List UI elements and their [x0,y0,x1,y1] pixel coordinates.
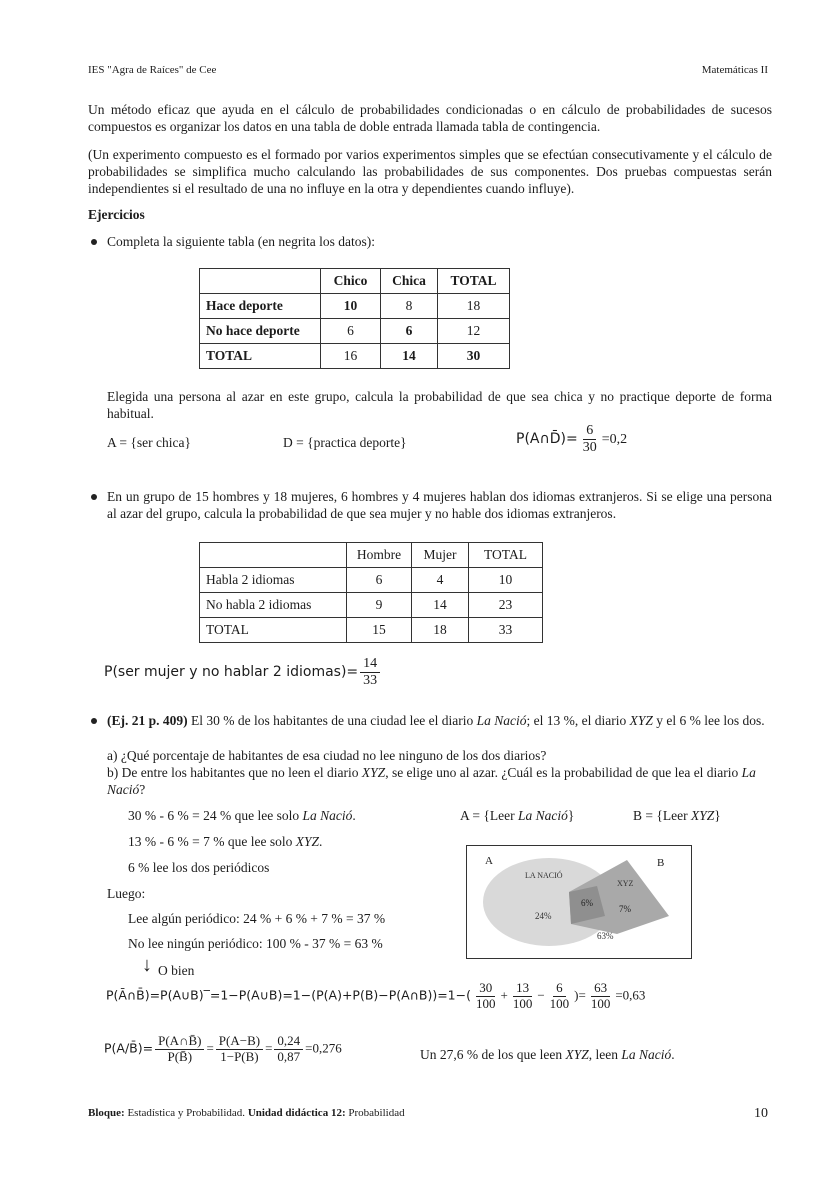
bullet-icon [91,239,97,245]
ex3-line-3: 6 % lee los dos periódicos [128,860,270,875]
ex3-formula-1: P(Ā∩B̄)=P(A∪B)‾=1−P(A∪B)=1−(P(A)+P(B)−P(A∩B))=1−( $\frac{30}{100}$ + $\frac{13}{100}$ − $\frac{6}{100}$ )= $\frac{63}{100}$ =0,63 [106,980,646,1011]
ex1-event-d: D = {practica deporte} [283,435,407,450]
venn-label-a: A [485,855,493,867]
intro-paragraph-1: Un método eficaz que ayuda en el cálculo de probabilidades condicionadas o en cálculo de probabilidades de sucesos compuestos es organizar los datos en una tabla de doble entrada llamada tabla de contingencia. [88,102,772,134]
table-header: Hombre [347,543,412,568]
venn-circle-b-label: XYZ [617,879,634,888]
ex1-statement: Completa la siguiente tabla (en negrita los datos): [107,234,376,249]
ex1-question: Elegida una persona al azar en este grupo, calcula la probabilidad de que sea chica y no practique deporte de forma habitual. [107,389,772,421]
venn-diagram [466,845,692,959]
bullet-icon [91,718,97,724]
venn-both: 6% [581,898,593,908]
header-right: Matemáticas II [701,64,768,76]
table-cell: 30 [438,344,510,369]
table-cell: 18 [412,618,469,643]
ex3-line-4: Lee algún periódico: 24 % + 6 % + 7 % = 37 % [128,911,386,926]
ex3-line-5: No lee ningún periódico: 100 % - 37 % = 63 % [128,936,383,951]
ex2-answer: P(ser mujer y no hablar 2 idiomas)= $\frac{14}{33}$ [104,656,382,689]
table-row-label: Habla 2 idiomas [200,568,347,593]
ex1-table [199,268,510,369]
table-row-label: No hace deporte [200,319,321,344]
table-cell: 8 [381,294,438,319]
table-row-label: TOTAL [200,344,321,369]
table-cell: 9 [347,593,412,618]
table-header: TOTAL [469,543,543,568]
venn-only-b: 7% [619,904,631,914]
table-cell: 15 [347,618,412,643]
table-row-label: No habla 2 idiomas [200,593,347,618]
ex3-formula-2: P(A/B̄)= $\frac{P(A\cap B̄)}{P(B̄)}$ = $\frac{P(A-B)}{1-P(B)}$ = $\frac{0,24}{0,87}$ =0,276 [104,1033,342,1064]
table-cell: 4 [412,568,469,593]
ex3-line-1: 30 % - 6 % = 24 % que lee solo La Nació. [128,808,356,823]
down-arrow-icon: ↓ [142,954,152,976]
table-cell: 10 [321,294,381,319]
table-cell: 14 [412,593,469,618]
table-row [200,593,543,618]
table-cell: 16 [321,344,381,369]
ex2-statement: En un grupo de 15 hombres y 18 mujeres, 6 hombres y 4 mujeres hablan dos idiomas extranjeros. Si se elige una persona al azar del grupo, calcula la probabilidad de que sea mujer y no hable dos idiomas extranjeros. [107,489,772,521]
table-header: Mujer [412,543,469,568]
ex3-obien: O bien [158,963,195,978]
table-row [200,319,510,344]
table-cell: 14 [381,344,438,369]
table-cell [200,543,347,568]
ex3-event-a: A = {Leer La Nació} [460,808,575,823]
table-cell: 33 [469,618,543,643]
venn-label-b: B [657,857,665,869]
table-cell: 10 [469,568,543,593]
ex3-question-a: a) ¿Qué porcentaje de habitantes de esa ciudad no lee ninguno de los dos diarios? [107,748,547,763]
section-title: Ejercicios [88,207,145,222]
ex2-table [199,542,543,643]
table-row-label: TOTAL [200,618,347,643]
table-cell: 6 [381,319,438,344]
table-row [200,294,510,319]
ex3-statement: (Ej. 21 p. 409) El 30 % de los habitantes de una ciudad lee el diario La Nació; el 13 %, el diario XYZ y el 6 % lee los dos. [107,713,765,728]
page-number: 10 [754,1106,768,1121]
ex3-luego: Luego: [107,886,146,901]
ex3-question-b: b) De entre los habitantes que no leen el diario XYZ, se elige uno al azar. ¿Cuál es la probabilidad de que lea el diario La Nació? [107,765,756,797]
table-cell [200,269,321,294]
table-cell: 23 [469,593,543,618]
bullet-icon [91,494,97,500]
table-header: TOTAL [438,269,510,294]
table-row [200,269,510,294]
table-row [200,543,543,568]
table-cell: 6 [347,568,412,593]
table-header: Chico [321,269,381,294]
table-row [200,568,543,593]
ex3-formula-2-note: Un 27,6 % de los que leen XYZ, leen La Nació. [420,1047,675,1062]
venn-circle-a-label: LA NACIÓ [525,871,563,880]
table-cell: 12 [438,319,510,344]
header-left: IES "Agra de Raíces" de Cee [88,64,217,76]
table-header: Chica [381,269,438,294]
table-row-label: Hace deporte [200,294,321,319]
ex3-line-2: 13 % - 6 % = 7 % que lee solo XYZ. [128,834,323,849]
venn-none: 63% [597,931,614,941]
table-row [200,344,510,369]
intro-paragraph-2: (Un experimento compuesto es el formado por varios experimentos simples que se efectúan consecutivamente y el cálculo de probabilidades se simplifica mucho calculando las probabilidades de sus componentes. Dos pruebas compuestas serán independientes si el resultado de una no influye en la otra y dependientes cuando influye). [88,147,772,196]
ex1-formula: P(A∩D̄)= $\frac{6}{30}$ =0,2 [516,423,628,456]
footer-text: Bloque: Estadística y Probabilidad. Unidad didáctica 12: Probabilidad [88,1107,405,1119]
venn-only-a: 24% [535,911,552,921]
table-cell: 6 [321,319,381,344]
table-row [200,618,543,643]
ex1-event-a: A = {ser chica} [107,435,191,450]
table-cell: 18 [438,294,510,319]
ex3-event-b: B = {Leer XYZ} [633,808,721,823]
